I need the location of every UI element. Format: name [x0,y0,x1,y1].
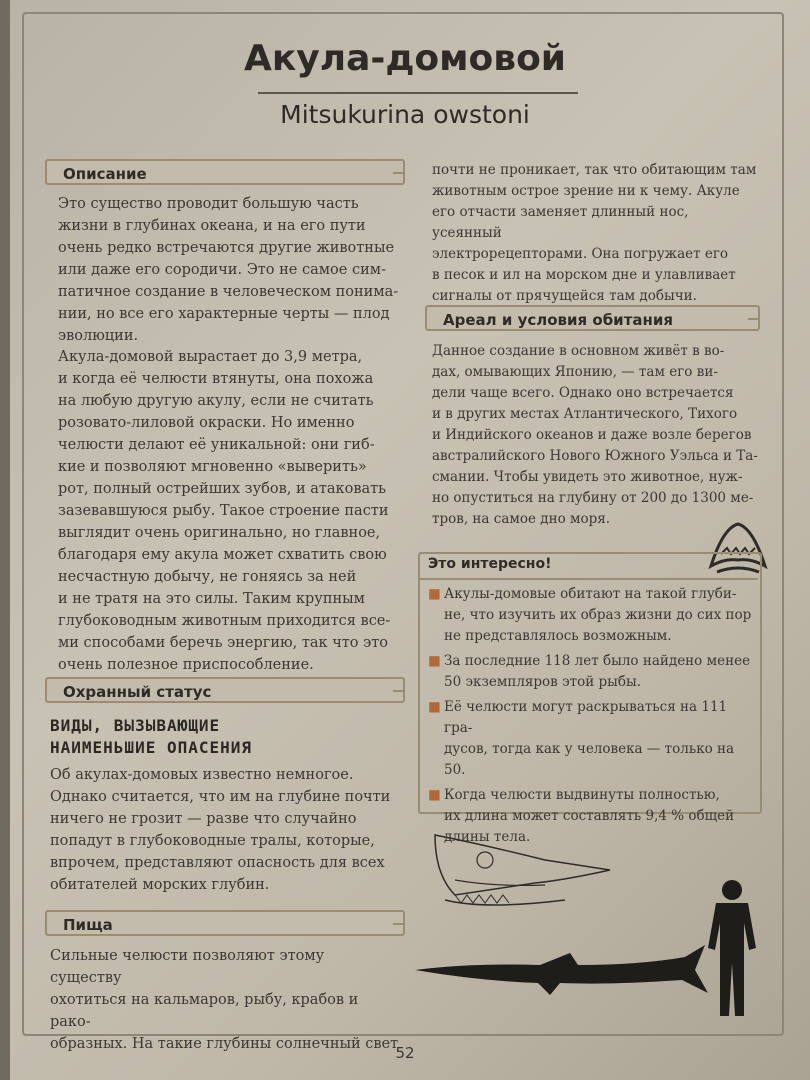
text-line: впрочем, представляют опасность для всех [50,855,385,871]
section-heading-description: Описание [45,159,405,185]
text-line: образных. На такие глубины солнечный свет [50,1036,399,1052]
text-line: благодаря ему акула может схватить свою [58,547,387,563]
page-title: Акула-домовой [243,38,567,79]
text-line: патичное создание в человеческом понима- [58,284,399,300]
text-line: За последние 118 лет было найдено менее [444,653,751,669]
text-line: нии, но все его характерные черты — плод [58,306,390,322]
facts-heading: Это интересно! [428,556,552,572]
text-line: на любую другую акулу, если не считать [58,393,374,409]
text-line: почти не проникает, так что обитающим там [432,162,757,178]
text-line: попадут в глубоководные тралы, которые, [50,833,375,849]
page-subtitle: Mitsukurina owstoni [280,100,530,129]
text-line: дусов, тогда как у человека — только на 50. [444,741,735,778]
text-line: челюсти делают её уникальной: они гиб- [58,437,375,453]
text-line: тров, на самое дно моря. [432,511,611,527]
text-line: Данное создание в основном живёт в во- [432,343,725,359]
text-line: кие и позволяют мгновенно «выверить» [58,459,367,475]
text-line: или даже его сородичи. Это не самое сим- [58,262,386,278]
section-heading-food: Пища [45,910,405,936]
bullet-icon: ■ [428,586,441,602]
list-item [428,584,753,647]
text-line: несчастную добычу, не гоняясь за ней [58,569,357,585]
status-paragraph [50,764,405,896]
shark-silhouette [410,935,710,1005]
text-line: рот, полный острейших зубов, и атаковать [58,481,387,497]
text-line: дах, омывающих Японию, — там его ви- [432,364,718,380]
human-silhouette [702,878,762,1018]
facts-list [428,584,753,852]
text-line: длины тела. [444,829,531,845]
text-line: его отчасти заменяет длинный нос, усеянный [432,204,689,241]
text-line: и Индийского океанов и даже возле берегов [432,427,752,443]
text-line: Её челюсти могут раскрываться на 111 гра- [444,699,728,736]
text-line: Когда челюсти выдвинуты полностью, [444,787,720,803]
text-line: не, что изучить их образ жизни до сих пор [444,607,752,623]
bullet-icon: ■ [428,787,441,803]
text-line: их длина может составлять 9,4 % общей [444,808,735,824]
list-item [428,697,753,781]
text-line: зазевавшуюся рыбу. Такое строение пасти [58,503,389,519]
text-line: глубоководным животным приходится все- [58,613,391,629]
text-line: животным острое зрение ни к чему. Акуле [432,183,740,199]
page-number: 52 [395,1044,415,1062]
text-line: обитателей морских глубин. [50,877,270,893]
text-line: сигналы от прячущейся там добычи. [432,288,697,304]
text-line: очень редко встречаются другие животные [58,240,395,256]
habitat-paragraph [432,341,762,530]
text-line: Акулы-домовые обитают на такой глуби- [444,586,737,602]
text-line: но опуститься на глубину от 200 до 1300 ме- [432,490,754,506]
text-line: 50 экземпляров этой рыбы. [444,674,642,690]
text-line: Это существо проводит большую часть [58,196,359,212]
section-heading-habitat: Ареал и условия обитания [425,305,760,331]
bullet-icon: ■ [428,653,441,669]
text-line: и не тратя на это силы. Таким крупным [58,591,365,607]
description-paragraph-1 [58,193,408,347]
text-line: и в других местах Атлантического, Тихого [432,406,738,422]
bullet-icon: ■ [428,699,441,715]
section-heading-status: Охранный статус [45,677,405,703]
text-line: в песок и ил на морском дне и улавливает [432,267,736,283]
text-line: электрорецепторами. Она погружает его [432,246,729,262]
food-continuation [432,160,762,307]
text-line: Об акулах-домовых известно немногое. [50,767,354,783]
text-line: Акула-домовой вырастает до 3,9 метра, [58,349,363,365]
text-line: и когда её челюсти втянуты, она похожа [58,371,374,387]
text-line: австралийского Нового Южного Уэльса и Та- [432,448,758,464]
status-category-line-2: НАИМЕНЬШИЕ ОПАСЕНИЯ [50,738,253,757]
text-line: охотиться на кальмаров, рыбу, крабов и рако- [50,992,359,1030]
text-line: Сильные челюсти позволяют этому существу [50,948,325,986]
text-line: очень полезное приспособление. [58,657,314,673]
text-line: эволюции. [58,328,139,344]
text-line: дели чаще всего. Однако оно встречается [432,385,734,401]
description-paragraph-2 [58,346,408,676]
text-line: ми способами беречь энергию, так что это [58,635,389,651]
status-category-line-1: ВИДЫ, ВЫЗЫВАЮЩИЕ [50,716,221,735]
shark-skull-illustration [425,825,615,920]
food-paragraph [50,945,400,1055]
text-line: выглядит очень оригинально, но главное, [58,525,381,541]
facts-heading-divider [418,578,758,580]
list-item [428,651,753,693]
text-line: жизни в глубинах океана, и на его пути [58,218,366,234]
text-line: смании. Чтобы увидеть это животное, нуж- [432,469,743,485]
text-line: не представлялось возможным. [444,628,672,644]
text-line: розовато-лиловой окраски. Но именно [58,415,355,431]
title-divider [258,92,578,94]
text-line: Однако считается, что им на глубине почти [50,789,391,805]
text-line: ничего не грозит — разве что случайно [50,811,357,827]
